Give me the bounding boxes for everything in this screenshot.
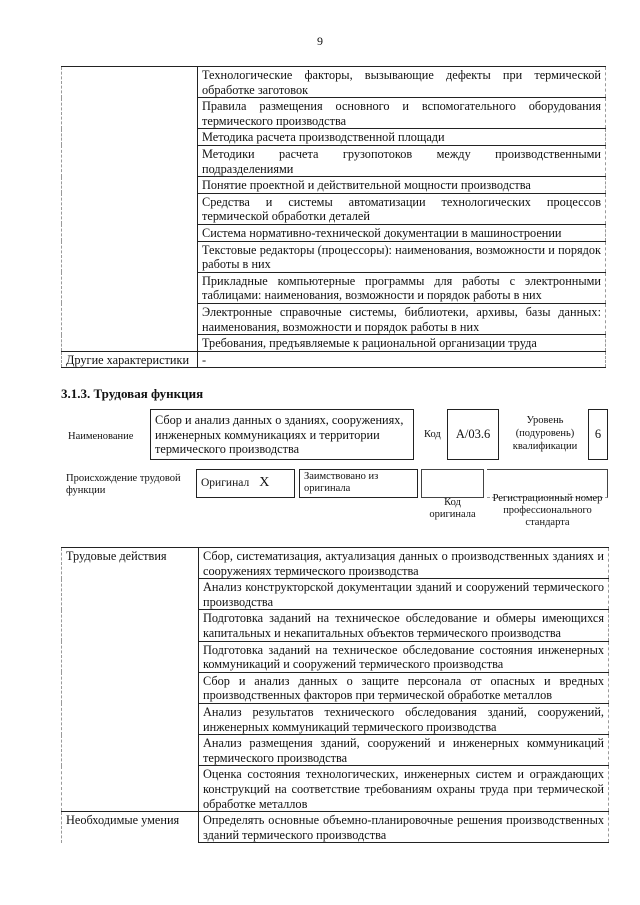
knowledge-item: Электронные справочные системы, библиотеки, архивы, базы данных: наименования, возможности и порядок работы в них <box>198 303 606 334</box>
original-code-caption: Код оригинала <box>429 497 476 520</box>
section-title: 3.1.3. Трудовая функция <box>61 386 204 401</box>
function-name-value: Сбор и анализ данных о зданиях, сооружениях, инженерных коммуникациях и территории термического производства <box>150 409 414 460</box>
knowledge-item: Система нормативно-технической документации в машиностроении <box>198 224 606 241</box>
labor-action-item: Подготовка заданий на техническое обследование и обмеры имеющихся капитальных и некапитальных объектов термического производства <box>199 610 609 641</box>
labor-action-item: Сбор, систематизация, актуализация данных о производственных зданиях и сооружениях термического производства <box>199 548 609 579</box>
code-label: Код <box>424 429 441 440</box>
knowledge-item: Прикладные компьютерные программы для работы с электронными таблицами: наименования, возможности и порядок работы в них <box>198 272 606 303</box>
labor-action-item: Анализ результатов технического обследования зданий, сооружений, инженерных коммуникаций термического производства <box>199 703 609 734</box>
name-label: Наименование <box>68 431 134 442</box>
labor-action-item: Подготовка заданий на техническое обследование состояния инженерных коммуникаций и сооружений термического производства <box>199 641 609 672</box>
original-label: Оригинал <box>201 477 250 489</box>
knowledge-label-cell <box>62 67 198 352</box>
qualification-level-label: Уровень (подуровень) квалификации <box>512 415 578 452</box>
origin-label: Происхождение трудовой функции <box>66 473 181 496</box>
knowledge-item: Требования, предъявляемые к рациональной организации труда <box>198 335 606 352</box>
original-code-cell <box>421 469 484 498</box>
knowledge-item: Технологические факторы, вызывающие дефекты при термической обработке заготовок <box>198 67 606 98</box>
function-code-value: А/03.6 <box>447 409 499 460</box>
knowledge-item: Правила размещения основного и вспомогательного оборудования термического производства <box>198 98 606 129</box>
knowledge-item: Методика расчета производственной площади <box>198 129 606 146</box>
knowledge-item: Текстовые редакторы (процессоры): наименования, возможности и порядок работы в них <box>198 241 606 272</box>
required-skill-item: Определять основные объемно-планировочные решения производственных зданий термического производства <box>199 812 609 843</box>
original-cell <box>196 469 295 498</box>
knowledge-item: Методики расчета грузопотоков между производственными подразделениями <box>198 145 606 176</box>
other-characteristics-value: - <box>198 351 606 368</box>
borrowed-cell: Заимствовано из оригинала <box>299 469 418 498</box>
labor-actions-table <box>61 547 609 843</box>
labor-action-item: Анализ конструкторской документации зданий и сооружений термического производства <box>199 579 609 610</box>
knowledge-item: Понятие проектной и действительной мощности производства <box>198 177 606 194</box>
labor-action-item: Оценка состояния технологических, инженерных систем и ограждающих конструкций на соответствие требованиям охраны труда при термической обработке металлов <box>199 766 609 812</box>
labor-action-item: Анализ размещения зданий, сооружений и инженерных коммуникаций термического производства <box>199 735 609 766</box>
knowledge-item: Средства и системы автоматизации технологических процессов термической обработки деталей <box>198 193 606 224</box>
labor-action-item: Сбор и анализ данных о защите персонала от опасных и вредных производственных факторов при термической обработке металлов <box>199 672 609 703</box>
original-mark: X <box>259 475 270 490</box>
qualification-level-value: 6 <box>588 409 608 460</box>
other-characteristics-label: Другие характеристики <box>62 351 198 368</box>
labor-actions-label: Трудовые действия <box>62 548 199 812</box>
knowledge-table <box>61 66 606 368</box>
required-skills-label: Необходимые умения <box>62 812 199 843</box>
page-number: 9 <box>317 34 323 48</box>
registration-number-caption: Регистрационный номер профессионального стандарта <box>492 493 603 528</box>
